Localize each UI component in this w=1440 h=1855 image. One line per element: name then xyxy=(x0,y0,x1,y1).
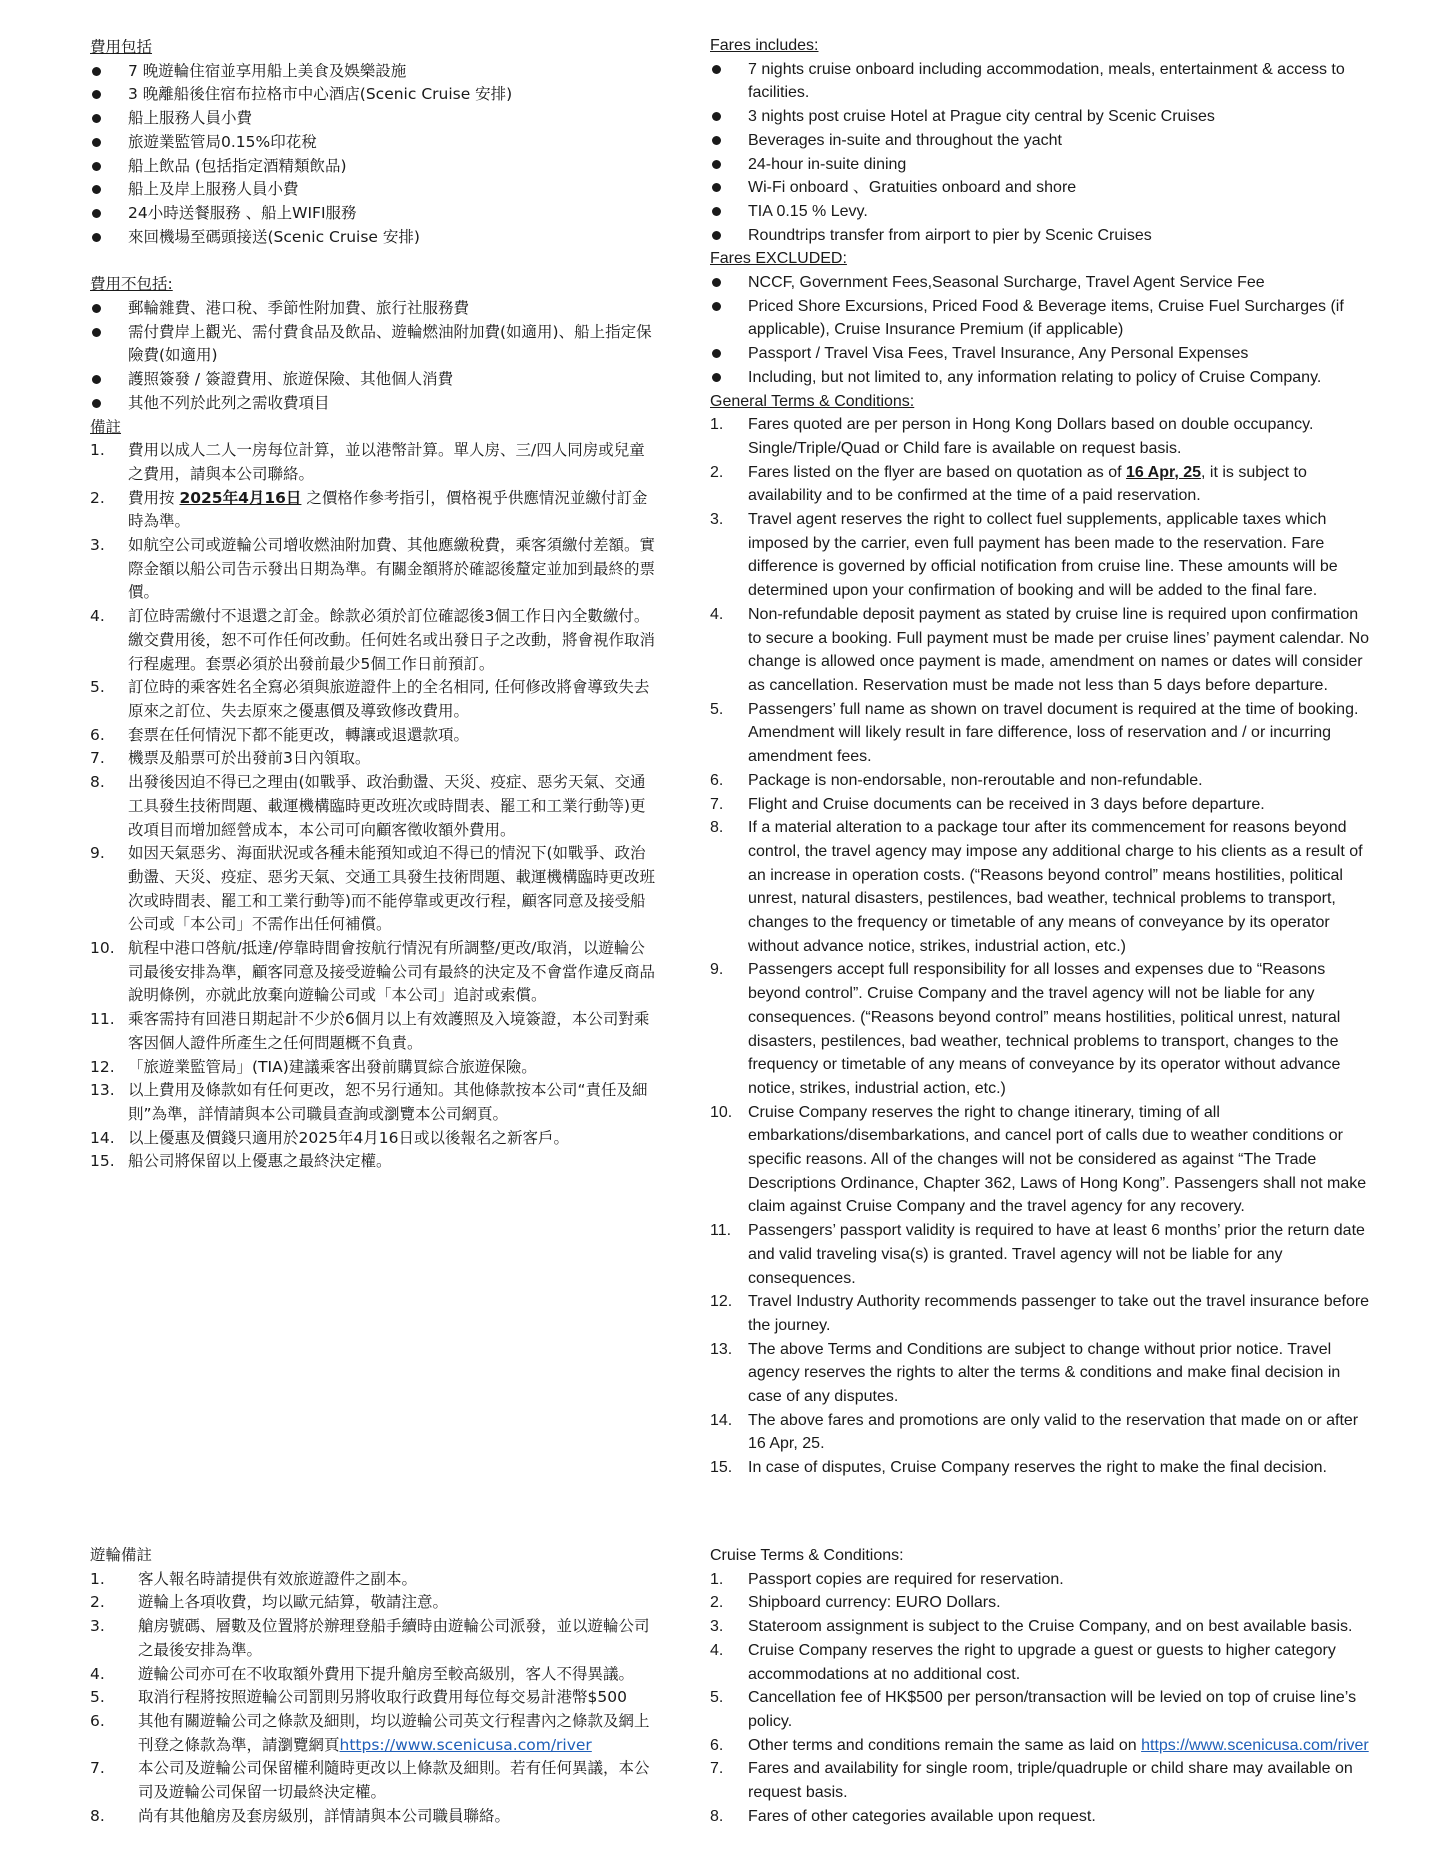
item-text: Other terms and conditions remain the same as laid on xyxy=(748,1736,1142,1754)
bullet-icon xyxy=(712,231,721,240)
numbered-item xyxy=(710,1101,1370,1220)
item-number: 13. xyxy=(90,1081,115,1100)
numbered-item xyxy=(710,508,1370,603)
list-item xyxy=(90,131,660,155)
numbered-item xyxy=(90,771,660,842)
numbered-item xyxy=(710,698,1370,769)
bullet-icon xyxy=(712,183,721,192)
item-text: Travel Industry Authority recommends passenger to take out the travel insurance before the journey. xyxy=(748,1293,1370,1334)
list-item xyxy=(90,155,660,179)
item-text: 費用按 xyxy=(128,488,180,507)
item-text: 以上費用及條款如有任何更改，恕不另行通知。其他條款按本公司“責任及細則”為準，詳情請與本公司職員查詢或瀏覽本公司網頁。 xyxy=(128,1081,648,1123)
numbered-item xyxy=(710,1639,1370,1686)
item-text: 遊輪上各項收費，均以歐元結算，敬請注意。 xyxy=(138,1593,449,1612)
bullet-icon xyxy=(92,328,101,337)
list-item xyxy=(90,107,660,131)
item-number: 13. xyxy=(710,1340,733,1358)
item-text: 如因天氣惡劣、海面狀況或各種未能預知或迫不得已的情況下(如戰爭、政治動盪、天災、疫症、惡劣天氣、交通工具發生技術問題、載運機構臨時更改班次或時間表、罷工和工業行動等)而不能停靠或更改行程，顧客同意及接受船公司或「本公司」不需作出任何補償。 xyxy=(128,844,656,934)
bullet-icon xyxy=(92,233,101,242)
bullet-icon xyxy=(92,375,101,384)
en-cruise-list xyxy=(710,1568,1370,1829)
item-text: Passengers accept full responsibility for all losses and expenses due to “Reasons beyond control”. Cruise Company and the travel agency will not be liable for any consequences. (“Reasons beyond control” means hostilities, political unrest, natural disasters, pestilences, bad weather, technical problems to transport, changes to the frequency or timetable of any means of conveyance by its operator without advance notice, strikes, industrial action, etc.) xyxy=(748,961,1341,1097)
item-number: 5. xyxy=(710,700,724,718)
numbered-item xyxy=(90,1568,660,1592)
item-number: 9. xyxy=(90,844,105,863)
list-item xyxy=(710,176,1370,200)
numbered-item xyxy=(90,1757,660,1804)
left-cruise-section xyxy=(90,1544,660,1828)
numbered-item xyxy=(710,816,1370,958)
numbered-item xyxy=(710,1615,1370,1639)
list-item xyxy=(710,366,1370,390)
zh-remarks-heading: 備註 xyxy=(90,417,122,436)
bullet-icon xyxy=(712,373,721,382)
numbered-item xyxy=(90,747,660,771)
numbered-item xyxy=(710,958,1370,1100)
item-text: 「旅遊業監管局」(TIA)建議乘客出發前購買綜合旅遊保險。 xyxy=(128,1057,537,1076)
item-number: 4. xyxy=(90,607,105,626)
zh-includes-heading: 費用包括 xyxy=(90,38,153,56)
bullet-icon xyxy=(92,162,101,171)
zh-cruise-heading: 遊輪備註 xyxy=(90,1546,153,1564)
numbered-item xyxy=(710,1805,1370,1829)
en-excludes-heading: Fares EXCLUDED: xyxy=(710,250,847,268)
item-text: Fares listed on the flyer are based on quotation as of xyxy=(748,463,1127,481)
list-item-text: Beverages in-suite and throughout the yacht xyxy=(748,131,1062,149)
numbered-item xyxy=(90,1127,660,1151)
list-item-text: Roundtrips transfer from airport to pier by Scenic Cruises xyxy=(748,226,1152,244)
item-number: 3. xyxy=(90,536,105,555)
item-number: 6. xyxy=(90,725,105,744)
list-item xyxy=(90,178,660,202)
item-number: 14. xyxy=(90,1128,115,1147)
item-text: 出發後因迫不得已之理由(如戰爭、政治動盪、天災、疫症、惡劣天氣、交通工具發生技術問題、載運機構臨時更改班次或時間表、罷工和工業行動等)更改項目而增加經營成本，本公司可向顧客徵收額外費用。 xyxy=(128,773,646,839)
item-text: 客人報名時請提供有效旅遊證件之副本。 xyxy=(138,1569,418,1588)
item-text: Shipboard currency: EURO Dollars. xyxy=(748,1594,1001,1612)
list-item-text: Wi-Fi onboard 、Gratuities onboard and shore xyxy=(748,179,1077,197)
item-number: 11. xyxy=(710,1222,732,1240)
numbered-item xyxy=(710,1757,1370,1804)
right-cruise-section xyxy=(710,1544,1370,1828)
list-item-text: 郵輪雜費、港口稅、季節性附加費、旅行社服務費 xyxy=(128,299,470,318)
list-item-text: 需付費岸上觀光、需付費食品及飲品、遊輪燃油附加費(如適用)、船上指定保險費(如適用) xyxy=(128,322,652,365)
item-text: 費用以成人二人一房每位計算，並以港幣計算。單人房、三/四人同房或兒童之費用，請與本公司聯絡。 xyxy=(128,441,645,483)
bullet-icon xyxy=(92,67,101,76)
list-item xyxy=(90,202,660,226)
item-text: The above fares and promotions are only valid to the reservation that made on or after 16 Apr, 25. xyxy=(748,1411,1359,1453)
numbered-item xyxy=(90,676,660,723)
en-general-list xyxy=(710,413,1370,1480)
bullet-icon xyxy=(92,185,101,194)
numbered-item xyxy=(710,1409,1370,1456)
numbered-item xyxy=(90,1615,660,1662)
item-text: 乘客需持有回港日期起計不少於6個月以上有效護照及入境簽證，本公司對乘客因個人證件所產生之任何問題概不負責。 xyxy=(128,1010,650,1052)
bullet-icon xyxy=(712,349,721,358)
list-item xyxy=(710,295,1370,342)
numbered-item xyxy=(90,724,660,748)
item-text: 之價格作參考指引，價格視乎供應情況並繳付訂金時為準。 xyxy=(128,488,648,531)
item-text: Cancellation fee of HK$500 per person/transaction will be levied on top of cruise line’s policy. xyxy=(748,1689,1357,1730)
list-item-text: 船上及岸上服務人員小費 xyxy=(128,180,299,199)
list-item xyxy=(710,271,1370,295)
list-item-text: 其他不列於此列之需收費項目 xyxy=(128,393,330,412)
en-excludes-list xyxy=(710,271,1370,390)
list-item-text: 3 晚離船後住宿布拉格市中心酒店(Scenic Cruise 安排) xyxy=(128,85,513,104)
list-item xyxy=(710,224,1370,248)
item-number: 7. xyxy=(90,1759,105,1778)
item-number: 15. xyxy=(710,1459,733,1477)
item-number: 6. xyxy=(710,771,724,789)
item-number: 8. xyxy=(710,819,724,837)
left-column xyxy=(90,36,660,1174)
item-number: 12. xyxy=(710,1293,733,1311)
zh-includes-list xyxy=(90,60,660,250)
item-text: Passport copies are required for reservation. xyxy=(748,1570,1064,1588)
numbered-item xyxy=(90,1008,660,1055)
item-number: 4. xyxy=(710,1641,724,1659)
item-number: 1. xyxy=(710,1570,724,1588)
en-general-heading: General Terms & Conditions: xyxy=(710,392,915,410)
numbered-item xyxy=(710,1338,1370,1409)
list-item-text: Passport / Travel Visa Fees, Travel Insurance, Any Personal Expenses xyxy=(748,345,1249,363)
item-number: 6. xyxy=(710,1736,724,1754)
numbered-item xyxy=(90,842,660,937)
numbered-item xyxy=(710,461,1370,508)
item-number: 12. xyxy=(90,1057,115,1076)
list-item xyxy=(90,226,660,250)
item-number: 15. xyxy=(90,1152,115,1171)
item-number: 2. xyxy=(710,1594,724,1612)
list-item-text: 7 nights cruise onboard including accommodation, meals, entertainment & access to facilities. xyxy=(748,60,1345,102)
highlight-date: 16 Apr, 25 xyxy=(1126,463,1202,481)
bullet-icon xyxy=(92,209,101,218)
list-item-text: 護照簽發 / 簽證費用、旅遊保險、其他個人消費 xyxy=(128,370,454,389)
item-text: Fares of other categories available upon request. xyxy=(748,1807,1096,1825)
list-item xyxy=(710,342,1370,366)
item-number: 8. xyxy=(90,1806,105,1825)
numbered-item xyxy=(710,1290,1370,1337)
item-text: Flight and Cruise documents can be received in 3 days before departure. xyxy=(748,795,1265,813)
item-number: 7. xyxy=(710,1760,724,1778)
item-text: 以上優惠及價錢只適用於2025年4月16日或以後報名之新客戶。 xyxy=(128,1128,570,1147)
item-number: 10. xyxy=(90,939,115,958)
list-item-text: 7 晚遊輪住宿並享用船上美食及娛樂設施 xyxy=(128,61,407,80)
list-item xyxy=(90,297,660,321)
list-item xyxy=(90,60,660,84)
item-text: 本公司及遊輪公司保留權利隨時更改以上條款及細則。若有任何異議，本公司及遊輪公司保留一切最終決定權。 xyxy=(138,1759,650,1802)
item-text: 如航空公司或遊輪公司增收燃油附加費、其他應繳稅費，乘客須繳付差額。實際金額以船公司告示發出日期為準。有關金額將於確認後釐定並加到最終的票價。 xyxy=(128,536,656,602)
item-number: 14. xyxy=(710,1411,733,1429)
item-number: 2. xyxy=(710,463,724,481)
list-item-text: 旅遊業監管局0.15%印花稅 xyxy=(128,132,317,151)
item-number: 3. xyxy=(710,1618,724,1636)
item-text: Fares and availability for single room, triple/quadruple or child share may available on request basis. xyxy=(748,1760,1353,1802)
en-cruise-heading: Cruise Terms & Conditions: xyxy=(710,1547,904,1564)
bullet-icon xyxy=(712,160,721,169)
zh-excludes-list xyxy=(90,297,660,416)
bullet-icon xyxy=(92,304,101,313)
item-text: Passengers’ full name as shown on travel document is required at the time of booking. Amendment will likely result in fare difference, loss of reservation and / or incurring amendment fees. xyxy=(748,700,1359,766)
list-item xyxy=(710,153,1370,177)
bullet-icon xyxy=(92,90,101,99)
list-item xyxy=(90,321,660,368)
numbered-item xyxy=(710,413,1370,460)
numbered-item xyxy=(710,793,1370,817)
item-text: 遊輪公司亦可在不收取額外費用下提升艙房至較高級別，客人不得異議。 xyxy=(138,1664,635,1683)
item-text: Passengers’ passport validity is required to have at least 6 months’ prior the return date and valid traveling visa(s) is granted. Travel agency will not be liable for any consequences. xyxy=(748,1222,1365,1287)
item-text: , it is subject to availability and to be confirmed at the time of a paid reservation. xyxy=(748,463,1307,505)
website-link[interactable]: https://www.scenicusa.com/river xyxy=(339,1735,592,1754)
bullet-icon xyxy=(712,207,721,216)
list-item-text: 24-hour in-suite dining xyxy=(748,155,907,173)
numbered-item xyxy=(90,605,660,676)
list-item-text: 24小時送餐服務 、船上WIFI服務 xyxy=(128,203,357,222)
item-number: 7. xyxy=(90,749,105,768)
item-text: Non-refundable deposit payment as stated by cruise line is required upon confirmation to secure a booking. Full payment must be made per cruise lines’ payment calendar. No change is allowed once payment is made, amendment on names or dates will consider as cancellation. Reservation must be made not less than 5 days before departure. xyxy=(748,605,1370,694)
item-number: 1. xyxy=(90,441,105,460)
list-item-text: TIA 0.15 % Levy. xyxy=(748,202,868,220)
bullet-icon xyxy=(712,278,721,287)
numbered-item xyxy=(90,1663,660,1687)
list-item xyxy=(90,368,660,392)
numbered-item xyxy=(90,1686,660,1710)
item-text: Fares quoted are per person in Hong Kong Dollars based on double occupancy. Single/Triple/Quad or Child fare is available on request basis. xyxy=(748,416,1314,457)
list-item-text: 船上服務人員小費 xyxy=(128,109,253,128)
bullet-icon xyxy=(92,399,101,408)
item-number: 8. xyxy=(90,773,105,792)
numbered-item xyxy=(710,1686,1370,1733)
item-text: 船公司將保留以上優惠之最終決定權。 xyxy=(128,1152,392,1171)
item-number: 8. xyxy=(710,1807,724,1825)
list-item xyxy=(90,83,660,107)
list-item-text: NCCF, Government Fees,Seasonal Surcharge, Travel Agent Service Fee xyxy=(748,274,1265,292)
item-number: 5. xyxy=(710,1689,724,1707)
item-number: 11. xyxy=(90,1010,115,1029)
item-text: Stateroom assignment is subject to the Cruise Company, and on best available basis. xyxy=(748,1618,1353,1636)
numbered-item xyxy=(710,1591,1370,1615)
bullet-icon xyxy=(92,138,101,147)
numbered-item xyxy=(90,1079,660,1126)
item-number: 2. xyxy=(90,1593,105,1612)
item-number: 4. xyxy=(710,605,724,623)
highlight-date: 2025年4月16日 xyxy=(179,488,302,507)
item-text: 尚有其他艙房及套房級別，詳情請與本公司職員聯絡。 xyxy=(138,1806,511,1825)
bullet-icon xyxy=(712,136,721,145)
list-item-text: Including, but not limited to, any information relating to policy of Cruise Company. xyxy=(748,368,1322,386)
numbered-item xyxy=(90,487,660,534)
en-includes-heading: Fares includes: xyxy=(710,37,819,54)
numbered-item xyxy=(90,439,660,486)
numbered-item xyxy=(710,1219,1370,1290)
item-number: 10. xyxy=(710,1103,733,1121)
numbered-item xyxy=(710,603,1370,698)
item-number: 3. xyxy=(90,1617,105,1636)
numbered-item xyxy=(710,1734,1370,1758)
item-number: 5. xyxy=(90,678,105,697)
item-text: Travel agent reserves the right to collect fuel supplements, applicable taxes which imposed by the carrier, even full payment has been made to the reservation. Fare difference is governed by official notification from cruise line. These amounts will be determined upon your confirmation of booking and will be added to the final fare. xyxy=(748,511,1338,600)
list-item-text: Priced Shore Excursions, Priced Food & Beverage items, Cruise Fuel Surcharges (if applicable), Cruise Insurance Premium (if applicable) xyxy=(748,297,1344,339)
item-text: In case of disputes, Cruise Company reserves the right to make the final decision. xyxy=(748,1459,1327,1477)
item-text: If a material alteration to a package tour after its commencement for reasons beyond control, the travel agency may impose any additional charge to his clients as a result of an increase in operation costs. (“Reasons beyond control” means hostilities, political unrest, natural disasters, pestilences, bad weather, technical problems to transport, changes to the frequency or timetable of any means of conveyance by its operator without advance notice, strikes, industrial action, etc.) xyxy=(748,819,1363,955)
numbered-item xyxy=(90,1805,660,1829)
item-number: 1. xyxy=(710,416,724,434)
item-text: 取消行程將按照遊輪公司罰則另將收取行政費用每位每交易計港幣$500 xyxy=(138,1688,627,1707)
list-item-text: 3 nights post cruise Hotel at Prague city central by Scenic Cruises xyxy=(748,108,1215,126)
list-item-text: 船上飲品 (包括指定酒精類飲品) xyxy=(128,156,347,175)
item-text: Cruise Company reserves the right to change itinerary, timing of all embarkations/disembarkations, and cancel port of calls due to weather conditions or specific reasons. All of the changes will not be considered as against “The Trade Descriptions Ordinance, Chapter 362, Laws of Hong Kong”. Passengers shall not make claim against Cruise Company and the travel agency for any recovery. xyxy=(748,1103,1367,1216)
item-text: 套票在任何情況下都不能更改，轉讓或退還款項。 xyxy=(128,725,470,744)
numbered-item xyxy=(90,1710,660,1757)
bullet-icon xyxy=(92,114,101,123)
list-item xyxy=(710,105,1370,129)
numbered-item xyxy=(90,1591,660,1615)
item-text: The above Terms and Conditions are subject to change without prior notice. Travel agency reserves the rights to alter the terms & conditions and make final decision in case of any disputes. xyxy=(748,1340,1341,1406)
right-column xyxy=(710,34,1370,1480)
bullet-icon xyxy=(712,65,721,74)
zh-remarks-list xyxy=(90,439,660,1174)
item-text: 航程中港口啓航/抵達/停靠時間會按航行情況有所調整/更改/取消，以遊輪公司最後安排為準，顧客同意及接受遊輪公司有最終的決定及不會當作違反商品說明條例，亦就此放棄向遊輪公司或「本公司」追討或索償。 xyxy=(128,939,656,1005)
numbered-item xyxy=(90,534,660,605)
item-number: 9. xyxy=(710,961,724,979)
list-item xyxy=(90,392,660,416)
item-text: Package is non-endorsable, non-reroutable and non-refundable. xyxy=(748,771,1203,789)
zh-cruise-list xyxy=(90,1568,660,1829)
en-includes-list xyxy=(710,58,1370,248)
numbered-item xyxy=(710,1568,1370,1592)
list-item xyxy=(710,58,1370,105)
bullet-icon xyxy=(712,302,721,311)
numbered-item xyxy=(90,1150,660,1174)
bullet-icon xyxy=(712,112,721,121)
zh-excludes-heading: 費用不包括: xyxy=(90,275,173,294)
item-number: 4. xyxy=(90,1664,105,1683)
list-item xyxy=(710,129,1370,153)
item-text: 其他有關遊輪公司之條款及細則，均以遊輪公司英文行程書內之條款及網上刊登之條款為準，請瀏覽網頁 xyxy=(138,1711,650,1754)
item-number: 1. xyxy=(90,1569,105,1588)
item-number: 6. xyxy=(90,1711,105,1730)
item-text: 訂位時的乘客姓名全寫必須與旅遊證件上的全名相同, 任何修改將會導致失去原來之訂位、失去原來之優惠價及導致修改費用。 xyxy=(128,678,650,720)
item-text: 機票及船票可於出發前3日內領取。 xyxy=(128,749,371,768)
item-number: 2. xyxy=(90,488,105,507)
numbered-item xyxy=(710,1456,1370,1480)
list-item xyxy=(710,200,1370,224)
item-text: 訂位時需繳付不退還之訂金。餘款必須於訂位確認後3個工作日內全數繳付。繳交費用後，恕不可作任何改動。任何姓名或出發日子之改動，將會視作取消行程處理。套票必須於出發前最少5個工作日前預訂。 xyxy=(128,607,656,673)
numbered-item xyxy=(90,1056,660,1080)
numbered-item xyxy=(710,769,1370,793)
item-text: Cruise Company reserves the right to upgrade a guest or guests to higher category accommodations at no additional cost. xyxy=(748,1641,1336,1683)
item-text: 艙房號碼、層數及位置將於辦理登船手續時由遊輪公司派發，並以遊輪公司之最後安排為準。 xyxy=(138,1617,650,1659)
item-number: 3. xyxy=(710,511,724,529)
list-item-text: 來回機場至碼頭接送(Scenic Cruise 安排) xyxy=(128,227,420,246)
website-link[interactable]: https://www.scenicusa.com/river xyxy=(1141,1736,1369,1754)
item-number: 5. xyxy=(90,1688,105,1707)
item-number: 7. xyxy=(710,795,724,813)
numbered-item xyxy=(90,937,660,1008)
